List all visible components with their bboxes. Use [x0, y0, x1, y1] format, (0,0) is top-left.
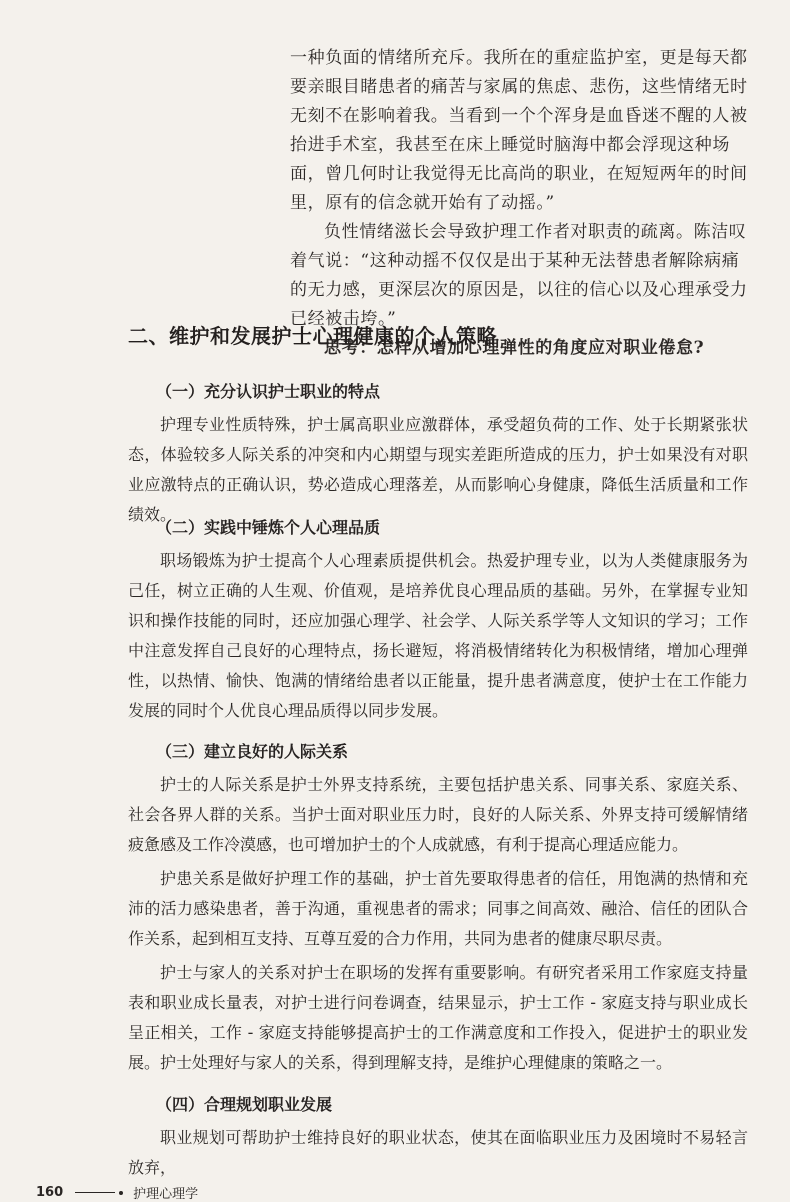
- page-footer: [36, 1183, 198, 1202]
- case-paragraph: 负性情绪滋长会导致护理工作者对职责的疏离。陈洁叹着气说：“这种动摇不仅仅是出于某种无法替患者解除病痛的无力感，更深层次的原因是，以往的信心以及心理承受力已经被击垮。”: [290, 222, 748, 329]
- body-paragraph: 护患关系是做好护理工作的基础，护士首先要取得患者的信任，用饱满的热情和充沛的活力感染患者，善于沟通，重视患者的需求；同事之间高效、融洽、信任的团队合作关系，起到相互支持、互尊互爱的合力作用，共同为患者的健康尽职尽责。: [128, 869, 748, 948]
- subsection-1: [128, 380, 748, 530]
- book-title: 护理心理学: [133, 1187, 199, 1202]
- page-number: 160: [36, 1185, 64, 1200]
- footer-dot: [119, 1191, 123, 1195]
- subsection-4: [128, 1093, 748, 1183]
- subsection-heading: （二）实践中锤炼个人心理品质: [156, 518, 381, 537]
- subsection-3: [128, 740, 748, 1078]
- subsection-heading: （三）建立良好的人际关系: [156, 742, 349, 761]
- body-paragraph: 护理专业性质特殊，护士属高职业应激群体，承受超负荷的工作、处于长期紧张状态，体验较多人际关系的冲突和内心期望与现实差距所造成的压力，护士如果没有对职业应激特点的正确认识，势必造成心理落差，从而影响心身健康，降低生活质量和工作绩效。: [128, 415, 748, 524]
- case-paragraph: 一种负面的情绪所充斥。我所在的重症监护室，更是每天都要亲眼目睹患者的痛苦与家属的焦虑、悲伤，这些情绪无时无刻不在影响着我。当看到一个个浑身是血昏迷不醒的人被抬进手术室，我甚至在床上睡觉时脑海中都会浮现这种场面，曾几何时让我觉得无比高尚的职业，在短短两年的时间里，原有的信念就开始有了动摇。”: [290, 48, 748, 213]
- subsection-2: [128, 516, 748, 726]
- subsection-heading: （一）充分认识护士职业的特点: [156, 382, 381, 401]
- body-paragraph: 职业规划可帮助护士维持良好的职业状态，使其在面临职业压力及困境时不易轻言放弃，: [128, 1128, 748, 1177]
- think-question: 思考：怎样从增加心理弹性的角度应对职业倦怠?: [324, 338, 705, 358]
- body-paragraph: 护士的人际关系是护士外界支持系统，主要包括护患关系、同事关系、家庭关系、社会各界人群的关系。当护士面对职业压力时，良好的人际关系、外界支持可缓解情绪疲惫感及工作冷漠感，也可增加护士的个人成就感，有利于提高心理适应能力。: [128, 775, 748, 854]
- case-story: [290, 44, 748, 363]
- subsection-heading: （四）合理规划职业发展: [156, 1095, 333, 1114]
- body-paragraph: 护士与家人的关系对护士在职场的发挥有重要影响。有研究者采用工作家庭支持量表和职业成长量表，对护士进行问卷调查，结果显示，护士工作 - 家庭支持与职业成长呈正相关，工作 - 家庭支持能够提高护士的工作满意度和工作投入，促进护士的职业发展。护士处理好与家人的关系，得到理解支持，是维护心理健康的策略之一。: [128, 963, 748, 1072]
- body-paragraph: 职场锻炼为护士提高个人心理素质提供机会。热爱护理专业，以为人类健康服务为己任，树立正确的人生观、价值观，是培养优良心理品质的基础。另外，在掌握专业知识和操作技能的同时，还应加强心理学、社会学、人际关系学等人文知识的学习；工作中注意发挥自己良好的心理特点，扬长避短，将消极情绪转化为积极情绪，增加心理弹性，以热情、愉快、饱满的情绪给患者以正能量，提升患者满意度，使护士在工作能力发展的同时个人优良心理品质得以同步发展。: [128, 551, 748, 720]
- footer-rule: [75, 1192, 115, 1193]
- section-title: 二、维护和发展护士心理健康的个人策略: [128, 324, 497, 348]
